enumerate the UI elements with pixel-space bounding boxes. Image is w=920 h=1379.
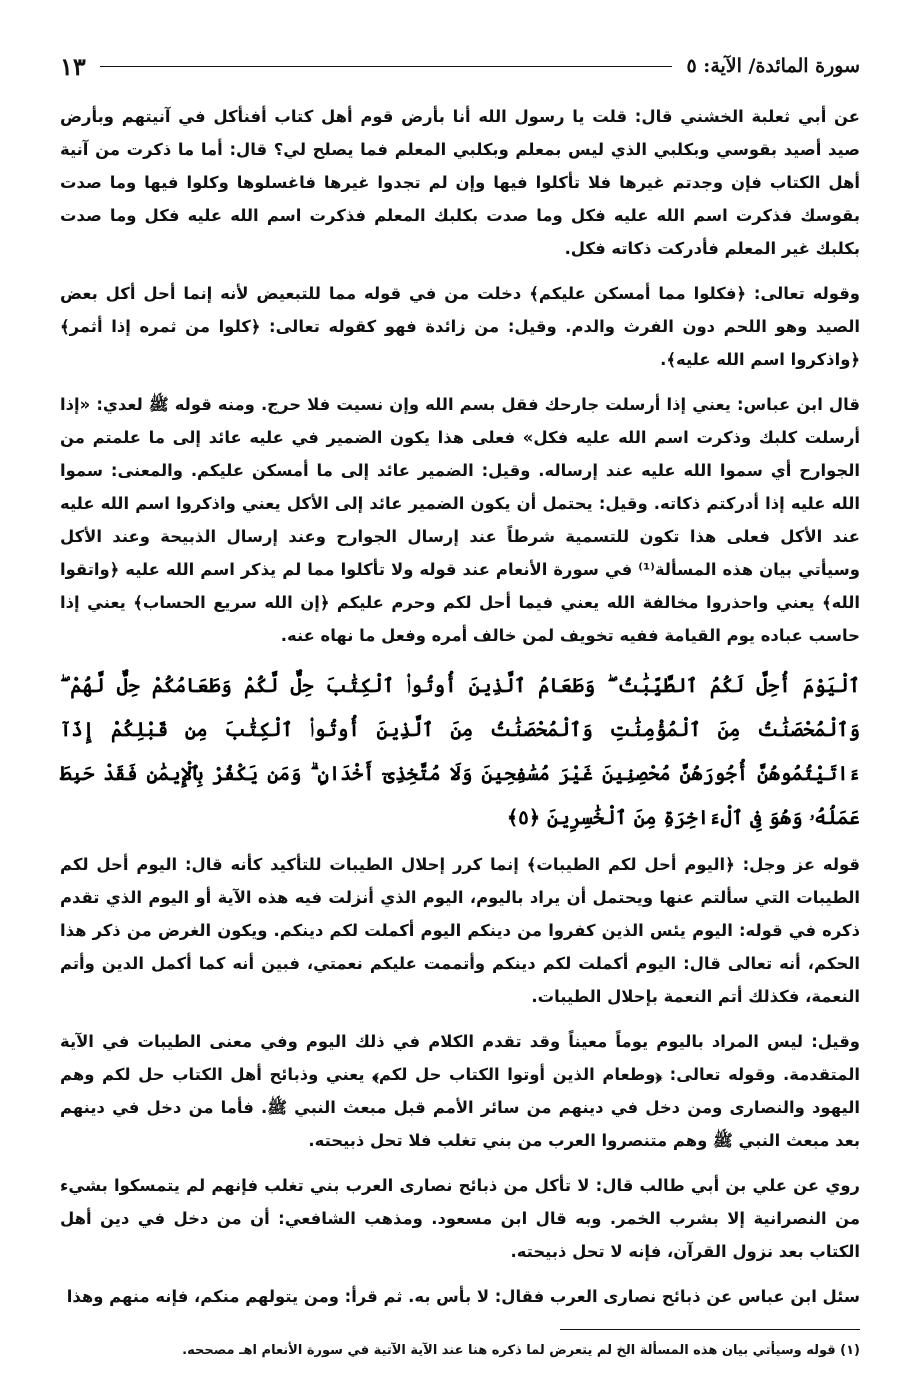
page-content [60,100,860,1362]
page-number: ١٣ [60,51,86,81]
header-rule [100,66,673,67]
page-header [60,46,860,86]
paragraph-ibn-abbas: قال ابن عباس: يعني إذا أرسلت جارحك فقل بسم الله وإن نسيت فلا حرج. ومنه قوله ﷺ لعدي: «إذا أرسلت كلبك وذكرت اسم الله عليه فكل» فعلى هذا يكون الضمير في عليه عائد إلى ما علمتم من الجوارح أي سموا الله عليه عند إرساله. وقيل: الضمير عائد إلى ما أمسكن عليكم. والمعنى: سموا الله عليه إذا أدركتم ذكاته. وقيل: يحتمل أن يكون الضمير عائد إلى الأكل يعني واذكروا اسم الله عليه عند الأكل فعلى هذا تكون للتسمية شرطاً عند إرسال الجوارح وعند إرسال الذبيحة وعند الأكل وسيأتي بيان هذه المسألة⁽¹⁾ في سورة الأنعام عند قوله ولا تأكلوا مما لم يذكر اسم الله عليه ﴿واتقوا الله﴾ يعني واحذروا مخالفة الله يعني فيما أحل لكم وحرم عليكم ﴿إن الله سريع الحساب﴾ يعني إذا حاسب عباده يوم القيامة ففيه تخويف لمن خالف أمره وفعل ما نهاه عنه. [60,395,860,645]
paragraph-al-yawm: قوله عز وجل: ﴿اليوم أحل لكم الطيبات﴾ إنما كرر إحلال الطيبات للتأكيد كأنه قال: اليوم أحل لكم الطيبات التي سألتم عنها ويحتمل أن يراد باليوم، اليوم الذي أنزلت فيه هذه الآية أو اليوم الذي تقدم ذكره في قوله: اليوم يئس الذين كفروا من دينكم اليوم أكملت لكم دينكم. ويكون الغرض من ذكر هذا الحكم، أنه تعالى قال: اليوم أكملت لكم دينكم وأتممت عليكم نعمتي، فبين أنه كما أكمل الدين وأتم النعمة، فكذلك أتم النعمة بإحلال الطيبات. [60,855,860,1006]
footnote: (١) قوله وسيأتي بيان هذه المسألة الخ لم يتعرض لما ذكره هنا عند الآية الآتية في سورة الأنعام اهـ مصححه. [182,1343,860,1358]
paragraph-fakulu: وقوله تعالى: ﴿فكلوا مما أمسكن عليكم﴾ دخلت من في قوله مما للتبعيض لأنه إنما أحل أكل بعض الصيد وهو اللحم دون الفرث والدم. وقيل: من زائدة فهو كقوله تعالى: ﴿كلوا من ثمره إذا أثمر﴾ ﴿واذكروا اسم الله عليه﴾. [60,284,860,369]
paragraph-hadith-abu-thalaba: عن أبي ثعلبة الخشني قال: قلت يا رسول الله أنا بأرض قوم أهل كتاب أفنأكل في آنيتهم وبأرض صيد أصيد بقوسي وبكلبي الذي ليس بمعلم وبكلبي المعلم فما يصلح لي؟ قال: أما ما ذكرت من آنية أهل الكتاب فإن وجدتم غيرها فلا تأكلوا فيها وإن لم تجدوا غيرها فاغسلوها وكلوا فيها وما صدت بقوسك فذكرت اسم الله عليه فكل وما صدت بكلبك المعلم فذكرت اسم الله عليه فكل وما صدت بكلبك غير المعلم فأدركت ذكاته فكل. [60,107,860,258]
paragraph-people-of-book: وقيل: ليس المراد باليوم يوماً معيناً وقد تقدم الكلام في ذلك اليوم وفي معنى الطيبات في الآية المتقدمة. وقوله تعالى: ﴿وطعام الذين أوتوا الكتاب حل لكم﴾ يعني وذبائح أهل الكتاب حل لكم وهم اليهود والنصارى ومن دخل في دينهم من سائر الأمم قبل مبعث النبي ﷺ. فأما من دخل في دينهم بعد مبعث النبي ﷺ وهم متنصروا العرب من بني تغلب فلا تحل ذبيحته. [60,1032,860,1150]
quran-verse: ٱلْيَوْمَ أُحِلَّ لَكُمُ ٱلطَّيِّبَٰتُ ۖ وَطَعَامُ ٱلَّذِينَ أُوتُوا۟ ٱلْكِتَٰبَ حِلٌّ لَّكُمْ وَطَعَامُكُمْ حِلٌّ لَّهُمْ ۖ وَٱلْمُحْصَنَٰتُ مِنَ ٱلْمُؤْمِنَٰتِ وَٱلْمُحْصَنَٰتُ مِنَ ٱلَّذِينَ أُوتُوا۟ ٱلْكِتَٰبَ مِن قَبْلِكُمْ إِذَآ ءَاتَيْتُمُوهُنَّ أُجُورَهُنَّ مُحْصِنِينَ غَيْرَ مُسَٰفِحِينَ وَلَا مُتَّخِذِىٓ أَخْدَانٍ ۗ وَمَن يَكْفُرْ بِٱلْإِيمَٰنِ فَقَدْ حَبِطَ عَمَلُهُۥ وَهُوَ فِى ٱلْءَاخِرَةِ مِنَ ٱلْخَٰسِرِينَ ﴿٥﴾ [60,674,860,829]
footnote-rule [560,1329,860,1330]
paragraph-ali-ibn-abi-talib: روي عن علي بن أبي طالب قال: لا تأكل من ذبائح نصارى العرب بني تغلب فإنهم لم يتمسكوا بشيء من النصرانية إلا بشرب الخمر. وبه قال ابن مسعود. ومذهب الشافعي: أن من دخل في دين أهل الكتاب بعد نزول القرآن، فإنه لا تحل ذبيحته. [60,1176,860,1261]
surah-reference: سورة المائدة/ الآية: ٥ [686,55,860,77]
paragraph-ibn-abbas-question: سئل ابن عباس عن ذبائح نصارى العرب فقال: لا بأس به. ثم قرأ: ومن يتولهم منكم، فإنه منهم وهذا [66,1287,860,1306]
